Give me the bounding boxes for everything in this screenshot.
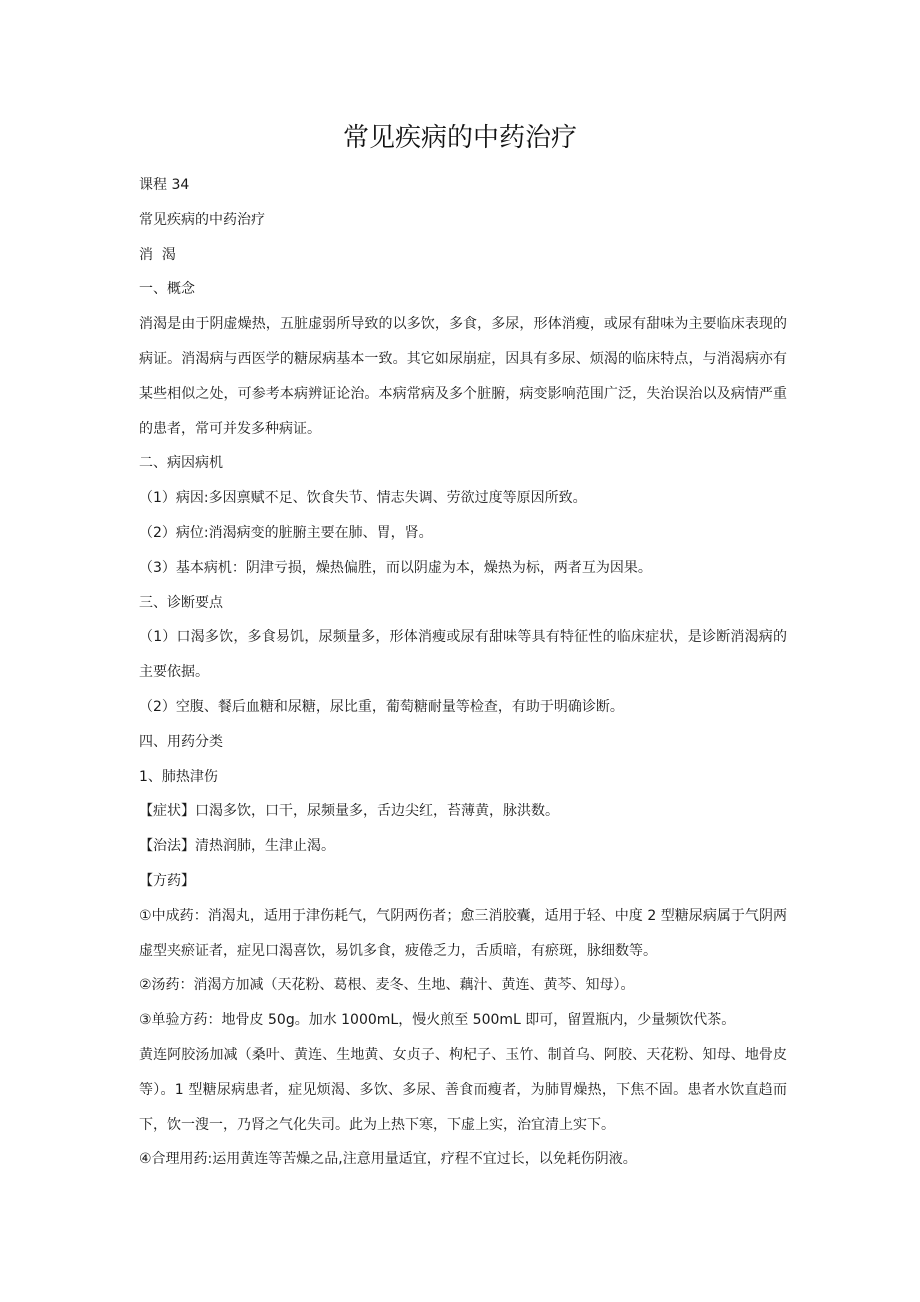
etiology-item: （2）病位:消渴病变的脏腑主要在肺、胃，肾。 [139,524,433,541]
treatment-text: 【治法】清热润肺，生津止渴。 [139,838,335,855]
symptoms-text: 【症状】口渴多饮，口干，尿频量多，舌边尖红，苔薄黄，脉洪数。 [139,803,559,820]
medication-type: 1、肺热津伤 [139,768,218,785]
course-subtitle: 常见疾病的中药治疗 [139,211,265,228]
section-heading-etiology: 二、病因病机 [139,455,223,472]
diagnosis-item: （1）口渴多饮，多食易饥，尿频量多，形体消瘦或尿有甜味等具有特征性的临床症状，是诊断消渴病的主要依据。 [139,629,787,681]
section-heading-concept: 一、概念 [139,281,195,298]
etiology-item: （1）病因:多因禀赋不足、饮食失节、情志失调、劳欲过度等原因所致。 [139,490,587,507]
diagnosis-item: （2）空腹、餐后血糖和尿糖，尿比重，葡萄糖耐量等检查，有助于明确诊断。 [139,698,624,715]
prescription-heading: 【方药】 [139,872,195,889]
concept-paragraph: 消渴是由于阴虚燥热，五脏虚弱所导致的以多饮，多食，多尿，形体消瘦，或尿有甜味为主要临床表现的病证。消渴病与西医学的糖尿病基本一致。其它如尿崩症，因具有多尿、烦渴的临床特点，与消渴病亦有某些相似之处，可参考本病辨证论治。本病常病及多个脏腑，病变影响范围广泛，失治误治以及病情严重的患者，常可并发多种病证。 [139,316,787,437]
prescription-item: ②汤药：消渴方加减（天花粉、葛根、麦冬、生地、藕汁、黄连、黄芩、知母）。 [139,977,635,994]
course-number: 课程 34 [139,177,190,193]
prescription-item: ④合理用药:运用黄连等苦燥之品,注意用量适宜，疗程不宜过长，以免耗伤阴液。 [139,1151,637,1168]
section-heading-diagnosis: 三、诊断要点 [139,594,223,611]
document-body [139,168,787,1177]
disease-name: 消 渴 [139,246,176,263]
prescription-item: 黄连阿胶汤加减（桑叶、黄连、生地黄、女贞子、枸杞子、玉竹、制首乌、阿胶、天花粉、知母、地骨皮等）。1 型糖尿病患者，症见烦渴、多饮、多尿、善食而瘦者，为肺胃燥热，下焦不固。患者水饮直趋而下，饮一溲一，乃肾之气化失司。此为上热下寒，下虚上实，治宜清上实下。 [139,1046,787,1133]
etiology-item: （3）基本病机：阴津亏损，燥热偏胜，而以阴虚为本，燥热为标，两者互为因果。 [139,559,652,576]
document-title: 常见疾病的中药治疗 [342,123,577,153]
section-heading-medication: 四、用药分类 [139,733,223,750]
prescription-item: ③单验方药：地骨皮 50g。加水 1000mL，慢火煎至 500mL 即可，留置瓶内，少量频饮代茶。 [139,1012,736,1029]
prescription-item: ①中成药：消渴丸，适用于津伤耗气，气阴两伤者；愈三消胶囊，适用于轻、中度 2 型糖尿病属于气阴两虚型夹瘀证者，症见口渴喜饮，易饥多食，疲倦乏力，舌质暗，有瘀斑，脉细数等。 [139,907,787,959]
